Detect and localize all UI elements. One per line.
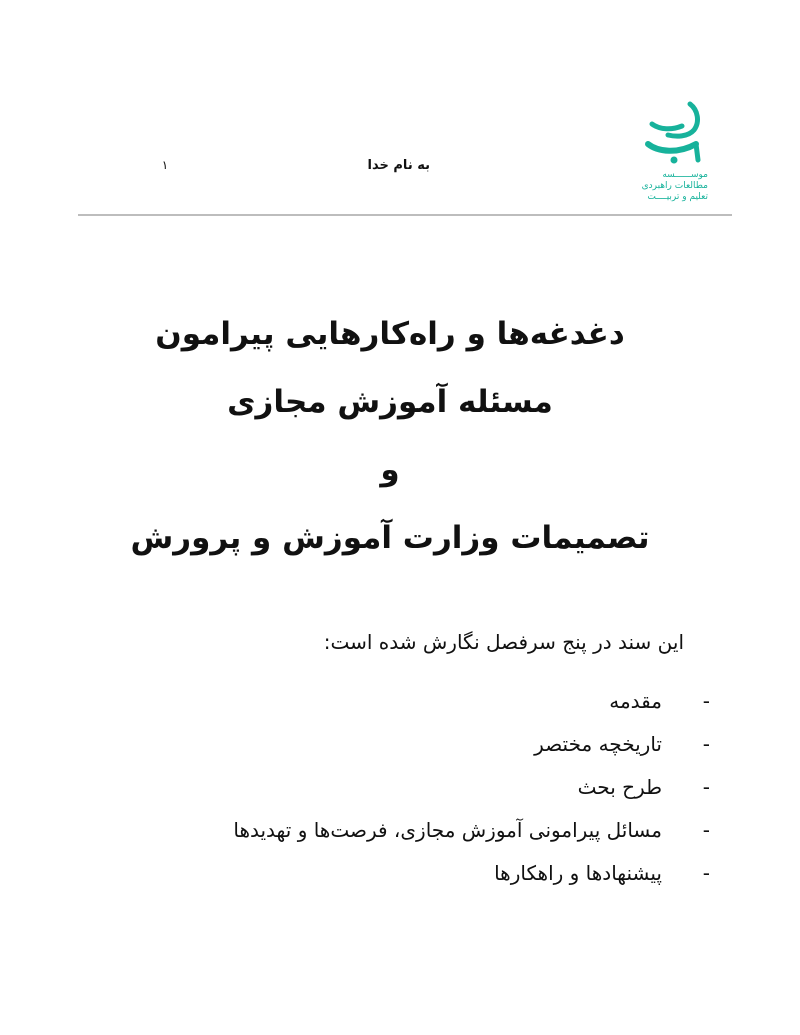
list-item-label: پیشنهادها و راهکارها xyxy=(494,861,662,885)
list-item-label: تاریخچه مختصر xyxy=(534,732,662,756)
intro-paragraph: این سند در پنج سرفصل نگارش شده است: xyxy=(323,630,684,654)
logo-line: تعلیم و تربیــــت xyxy=(647,192,708,202)
sections-list xyxy=(150,680,710,895)
list-item xyxy=(150,852,710,895)
list-item xyxy=(150,680,710,723)
bismillah-heading: به نام خدا xyxy=(367,158,430,173)
list-bullet: - xyxy=(702,732,710,756)
header-divider xyxy=(78,214,732,216)
list-item xyxy=(150,723,710,766)
list-bullet: - xyxy=(702,861,710,885)
logo-line: مطالعات راهبردی xyxy=(641,181,708,191)
list-bullet: - xyxy=(702,818,710,842)
list-item-label: مقدمه xyxy=(609,689,662,713)
document-title xyxy=(80,300,700,572)
logo xyxy=(630,100,720,210)
list-bullet: - xyxy=(702,775,710,799)
title-line: مسئله آموزش مجازی xyxy=(227,384,553,420)
list-bullet: - xyxy=(702,689,710,713)
list-item-label: طرح بحث xyxy=(577,775,662,799)
title-line: دغدغه‌ها و راه‌کارهایی پیرامون xyxy=(155,316,625,352)
list-item-label: مسائل پیرامونی آموزش مجازی، فرصت‌ها و تهدیدها xyxy=(233,818,662,842)
list-item xyxy=(150,766,710,809)
page-header xyxy=(0,0,800,220)
borhan-logo-icon xyxy=(638,100,708,170)
list-item xyxy=(150,809,710,852)
title-line: تصمیمات وزارت آموزش و پرورش xyxy=(130,520,650,556)
logo-text xyxy=(630,170,708,203)
logo-line: موســــــسه xyxy=(662,170,708,180)
title-line: و xyxy=(380,452,400,488)
page-number: ۱ xyxy=(161,158,169,172)
